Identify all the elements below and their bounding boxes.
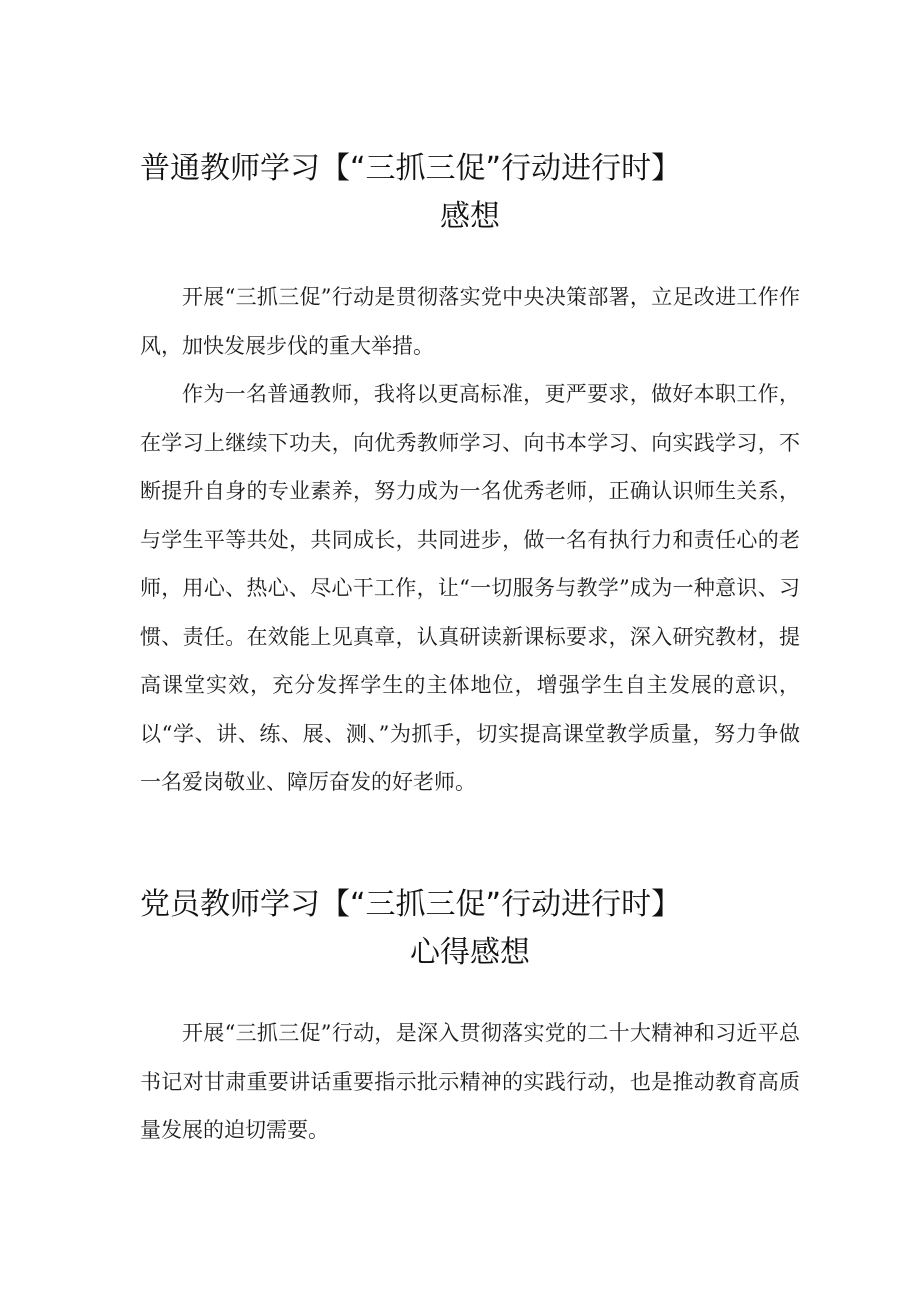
title-line-1: 普通教师学习【“三抓三促”行动进行时】: [140, 151, 682, 186]
title-line-2: 感想: [440, 199, 500, 234]
article-section-1: [140, 145, 800, 807]
article-section-2: [140, 881, 800, 1155]
paragraph: 作为一名普通教师，我将以更高标准，更严要求，做好本职工作，在学习上继续下功夫，向优秀教师学习、向书本学习、向实践学习，不断提升自身的专业素养，努力成为一名优秀老师，正确认识师生关系，与学生平等共处，共同成长，共同进步，做一名有执行力和责任心的老师，用心、热心、尽心干工作，让“一切服务与教学”成为一种意识、习惯、责任。在效能上见真章，认真研读新课标要求，深入研究教材，提高课堂实效，充分发挥学生的主体地位，增强学生自主发展的意识，以“学、讲、练、展、测、”为抓手，切实提高课堂教学质量，努力争做一名爱岗敬业、障厉奋发的好老师。: [140, 382, 800, 794]
paragraph: 开展“三抓三促”行动是贯彻落实党中央决策部署，立足改进工作作风，加快发展步伐的重大举措。: [140, 285, 800, 358]
title-line-2: 心得感想: [410, 935, 530, 970]
article-title-1: [140, 145, 800, 241]
paragraph: 开展“三抓三促”行动，是深入贯彻落实党的二十大精神和习近平总书记对甘肃重要讲话重要指示批示精神的实践行动，也是推动教育高质量发展的迫切需要。: [140, 1021, 800, 1142]
article-title-2: [140, 881, 800, 977]
title-line-1: 党员教师学习【“三抓三促”行动进行时】: [140, 887, 682, 922]
